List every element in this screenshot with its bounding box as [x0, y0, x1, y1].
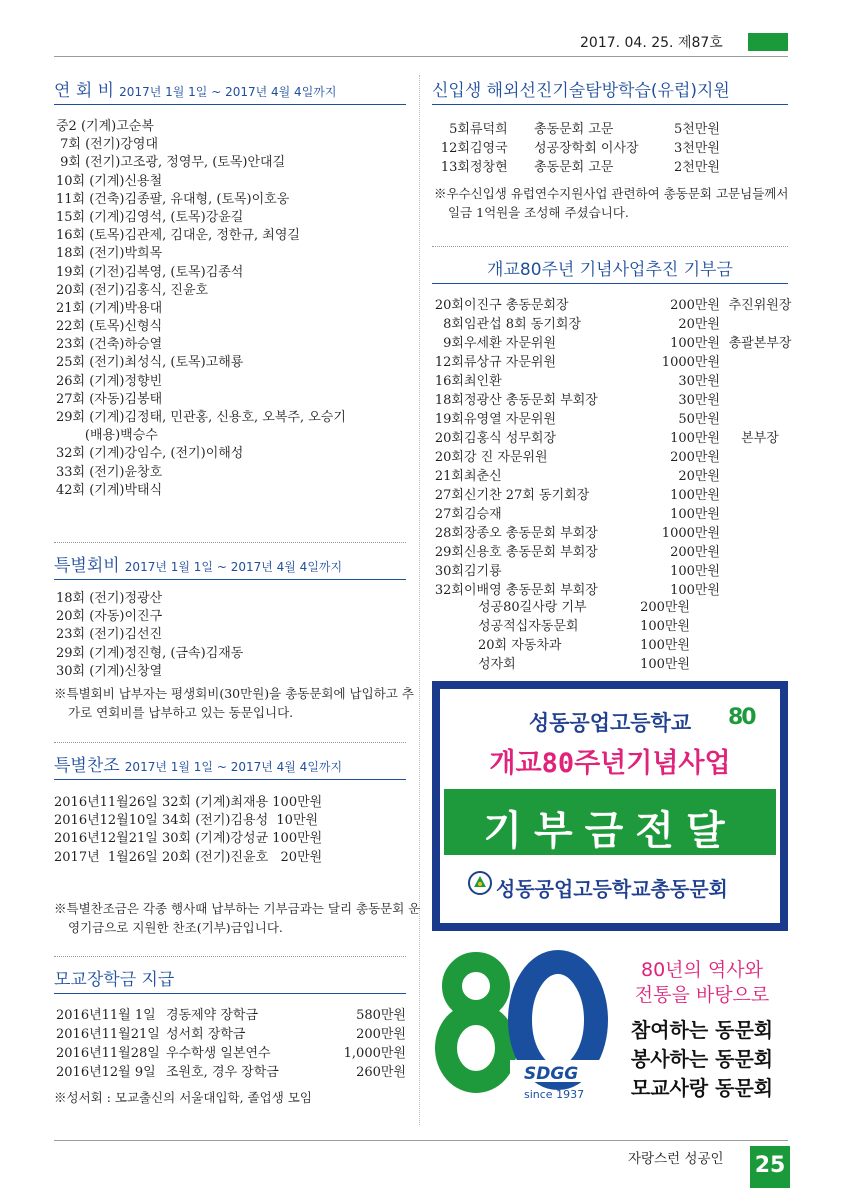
- banner-green-strip: [444, 789, 776, 855]
- table-row: [434, 389, 800, 408]
- special-fee-period: 2017년 1월 1일 ~ 2017년 4월 4일까지: [124, 560, 343, 574]
- banner-school-name: 성동공업고등학교: [528, 711, 692, 735]
- cell-name: 20회 자동차과: [478, 638, 562, 653]
- table-row: [478, 634, 690, 653]
- table-row: [434, 484, 800, 503]
- cell-name: 김영국: [470, 141, 508, 156]
- cell-name: 성공80길사랑 기부: [478, 600, 587, 615]
- cell-grade: 20회: [434, 450, 464, 465]
- cell-amount: 3천만원: [674, 141, 720, 156]
- column-divider: [419, 75, 420, 1125]
- list-item: 23회 (전기)김선진: [56, 627, 163, 643]
- cell-role: [720, 370, 800, 389]
- table-row: [478, 596, 690, 615]
- cell-amount: 20만원: [678, 469, 720, 484]
- anniversary-table: [434, 294, 800, 598]
- members-fee-period: 2017년 1월 1일 ~ 2017년 4월 4일까지: [119, 85, 337, 99]
- cell-name: 이배영 총동문회 부회장: [464, 583, 598, 598]
- cell-name: 정광산 총동문회 부회장: [464, 393, 598, 408]
- cell-grade: 9회: [443, 336, 464, 351]
- list-item: 33회 (전기)윤창호: [56, 464, 163, 480]
- footer-title: 자랑스런 성공인: [628, 1151, 724, 1167]
- cell-grade: 20회: [434, 298, 464, 313]
- overseas-title: 신입생 해외선진기술탐방학습(유럽)지원: [432, 81, 730, 101]
- cell-amount: 200만원: [356, 1027, 406, 1042]
- cell-name: 우세환 자문위원: [464, 336, 557, 351]
- list-item: 42회 (기계)박태식: [56, 482, 163, 498]
- list-item: 19회 (기전)김복영, (토목)김종석: [56, 264, 244, 280]
- cell-amount: 100만원: [670, 507, 720, 522]
- cell-amount: 260만원: [356, 1065, 406, 1080]
- cell-amount: 200만원: [670, 450, 720, 465]
- cell-role: [720, 446, 800, 465]
- anniversary-badge-number: 80: [728, 705, 755, 730]
- cell-name: 임관섭 8회 동기회장: [464, 317, 581, 332]
- cell-amount: 50만원: [678, 412, 720, 427]
- banner-alumni-name: 성동공업고등학교총동문회: [496, 877, 728, 901]
- anniversary-heading: [432, 246, 788, 284]
- cell-role: [720, 579, 800, 598]
- cell-role: [720, 408, 800, 427]
- cell-grade: 16회: [434, 374, 464, 389]
- motto-1: 참여하는 동문회: [630, 1018, 774, 1042]
- list-item: 2016년12월10일 34회 (전기)김용성 10만원: [54, 813, 319, 829]
- cell-name: 성공적십자동문회: [478, 619, 579, 634]
- list-item: 2016년12월21일 30회 (기계)강성균 100만원: [54, 831, 323, 847]
- overseas-note: ※우수신입생 유럽연수지원사업 관련하여 총동문회 고문님들께서 일금 1억원을 조성해 주셨습니다.: [434, 186, 789, 220]
- school-emblem-icon: [468, 871, 492, 895]
- members-fee-title: 연 회 비: [54, 81, 115, 101]
- table-row: [434, 370, 800, 389]
- cell-amount: 580만원: [356, 1008, 406, 1023]
- cell-date: 2016년11월21일: [56, 1027, 160, 1042]
- cell-grade: 12회: [434, 355, 464, 370]
- header-accent-bar: [748, 33, 788, 51]
- cell-name: 김홍식 성무회장: [464, 431, 557, 446]
- cell-role: [720, 389, 800, 408]
- special-fee-note: ※특별회비 납부자는 평생회비(30만원)을 총동문회에 납입하고 추가로 연회비를 납부하고 있는 동문입니다.: [54, 686, 414, 720]
- cell-amount: 100만원: [640, 619, 690, 634]
- cell-name: 장종오 총동문회 부회장: [464, 526, 598, 541]
- cell-amount: 100만원: [670, 336, 720, 351]
- list-item: 23회 (건축)하승열: [56, 337, 163, 353]
- cell-title: 총동문회 고문: [534, 160, 614, 175]
- cell-amount: 100만원: [670, 488, 720, 503]
- cell-amount: 1000만원: [661, 355, 720, 370]
- cell-amount: 30만원: [678, 374, 720, 389]
- table-row: [434, 332, 800, 351]
- list-item: 32회 (기계)강임수, (전기)이해성: [56, 446, 244, 462]
- table-row: [434, 541, 800, 560]
- special-fee-list: [56, 590, 406, 681]
- slogan-line-1: 80년의 역사와: [641, 959, 763, 981]
- list-item: 25회 (전기)최성식, (토목)고해룡: [56, 355, 244, 371]
- list-item: 29회 (기계)김정태, 민관홍, 신용호, 오복주, 오승기: [56, 410, 346, 425]
- cell-title: 성공장학회 이사장: [534, 141, 639, 156]
- cell-role: [720, 503, 800, 522]
- motto-2: 봉사하는 동문회: [630, 1047, 774, 1071]
- cell-amount: 2천만원: [674, 160, 720, 175]
- cell-amount: 100만원: [640, 638, 690, 653]
- cell-grade: 13회: [440, 160, 470, 175]
- special-donation-title: 특별찬조: [54, 756, 120, 776]
- cell-role: [720, 560, 800, 579]
- motto-3: 모교사랑 동문회: [630, 1076, 774, 1100]
- footer-divider: [54, 1140, 788, 1141]
- issue-date: 2017. 04. 25. 제87호: [580, 35, 723, 51]
- cell-name: 유영열 자문위원: [464, 412, 557, 427]
- cell-grade: 28회: [434, 526, 464, 541]
- list-item: 20회 (자동)이진구: [56, 609, 163, 625]
- table-row: [478, 653, 690, 672]
- list-item: 7회 (전기)강영대: [56, 137, 159, 153]
- list-item: 20회 (전기)김홍식, 진윤호: [56, 282, 209, 298]
- anniversary-logo: [434, 948, 609, 1108]
- list-item: 26회 (기계)정향빈: [56, 373, 163, 389]
- special-fee-heading: [54, 542, 406, 580]
- cell-name: 신기찬 27회 동기회장: [464, 488, 590, 503]
- cell-grade: 29회: [434, 545, 464, 560]
- banner-donation-text: 기부금전달: [483, 808, 737, 854]
- scholarship-note: ※성서회 : 모교출신의 서울대입학, 졸업생 모임: [54, 1090, 312, 1105]
- list-item: 11회 (건축)김종팔, 유대형, (토목)이호웅: [56, 191, 290, 207]
- anniversary-title: 개교80주년 기념사업추진 기부금: [487, 260, 733, 280]
- table-row: [56, 1042, 406, 1061]
- table-row: [434, 465, 800, 484]
- list-item: 22회 (토목)신형식: [56, 319, 163, 335]
- brand-sdgg: SDGG: [524, 1064, 579, 1084]
- cell-role: [720, 522, 800, 541]
- table-row: [434, 446, 800, 465]
- list-item: 2017년 1월26일 20회 (전기)진윤호 20만원: [54, 849, 323, 865]
- cell-amount: 100만원: [670, 431, 720, 446]
- cell-amount: 200만원: [670, 545, 720, 560]
- cell-grade: 12회: [440, 141, 470, 156]
- table-row: [478, 615, 690, 634]
- table-row: [440, 156, 744, 175]
- table-row: [440, 118, 744, 137]
- cell-amount: 200만원: [670, 298, 720, 313]
- list-item: 27회 (자동)김봉태: [56, 391, 163, 407]
- list-item: 2016년11월26일 32회 (기계)최재용 100만원: [54, 795, 323, 810]
- cell-grade: 19회: [434, 412, 464, 427]
- big-80-icon: [434, 948, 609, 1108]
- scholarship-title: 모교장학금 지급: [54, 970, 175, 990]
- table-row: [56, 1061, 406, 1080]
- header-divider: [54, 56, 788, 57]
- table-row: [434, 503, 800, 522]
- cell-name: 김기룡: [464, 564, 502, 579]
- list-item: 9회 (전기)고조광, 정영무, (토목)안대길: [56, 155, 286, 171]
- cell-amount: 100만원: [670, 583, 720, 598]
- cell-date: 2016년11월28일: [56, 1046, 160, 1061]
- list-item: 18회 (전기)정광산: [56, 591, 163, 606]
- cell-grade: 21회: [434, 469, 464, 484]
- cell-name: 최춘신: [464, 469, 502, 484]
- list-item: 29회 (기계)정진형, (금속)김재동: [56, 645, 244, 661]
- cell-amount: 30만원: [678, 393, 720, 408]
- cell-role: [720, 484, 800, 503]
- table-row: [434, 313, 800, 332]
- cell-role: 총괄본부장: [728, 336, 792, 351]
- cell-grade: 32회: [434, 583, 464, 598]
- members-fee-list: [56, 118, 406, 500]
- cell-name: 이진구 총동문회장: [464, 298, 569, 313]
- special-donation-note: ※특별찬조금은 각종 행사때 납부하는 기부금과는 달리 총동문회 운영기금으로 지원한 찬조(기부)금입니다.: [54, 901, 421, 935]
- cell-grade: 8회: [443, 317, 464, 332]
- list-item: (배용)백승수: [56, 428, 158, 444]
- cell-date: 2016년11월 1일: [56, 1008, 156, 1023]
- table-row: [434, 560, 800, 579]
- cell-role: 추진위원장: [728, 298, 792, 313]
- table-row: [434, 408, 800, 427]
- cell-name: 경동제약 장학금: [166, 1008, 259, 1023]
- cell-grade: 5회: [449, 122, 470, 137]
- overseas-heading: [432, 76, 788, 105]
- donation-banner: [432, 681, 788, 931]
- since-year: since 1937: [524, 1088, 585, 1101]
- cell-grade: 18회: [434, 393, 464, 408]
- anniversary-badge: [728, 705, 764, 735]
- cell-name: 성서회 장학금: [166, 1027, 246, 1042]
- banner-project-title: 개교80주년기념사업: [489, 748, 731, 779]
- special-donation-period: 2017년 1월 1일 ~ 2017년 4월 4일까지: [124, 760, 343, 774]
- anniv-slogan: [616, 958, 788, 1008]
- list-item: 21회 (기계)박용대: [56, 300, 163, 316]
- cell-name: 최인환: [464, 374, 502, 389]
- cell-grade: 30회: [434, 564, 464, 579]
- overseas-table: [440, 118, 744, 175]
- special-donation-heading: [54, 742, 406, 780]
- cell-date: 2016년12월 9일: [56, 1065, 156, 1080]
- anniv-mottos: [616, 1016, 788, 1103]
- list-item: 18회 (전기)박희목: [56, 246, 163, 262]
- cell-amount: 200만원: [640, 600, 690, 615]
- list-item: 10회 (기계)신용철: [56, 173, 163, 189]
- cell-amount: 1000만원: [661, 526, 720, 541]
- list-item: 30회 (기계)신창열: [56, 663, 163, 679]
- cell-grade: 27회: [434, 507, 464, 522]
- cell-amount: 100만원: [670, 564, 720, 579]
- cell-role: [720, 541, 800, 560]
- table-row: [56, 1004, 406, 1023]
- cell-amount: 20만원: [678, 317, 720, 332]
- cell-role: [720, 313, 800, 332]
- cell-name: 강 진 자문위원: [464, 450, 548, 465]
- cell-name: 류상규 자문위원: [464, 355, 557, 370]
- table-row: [434, 522, 800, 541]
- scholarship-table: [56, 1004, 406, 1080]
- cell-title: 총동문회 고문: [534, 122, 614, 137]
- table-row: [440, 137, 744, 156]
- list-item: 15회 (기계)김영석, (토목)강윤길: [56, 209, 244, 225]
- cell-amount: 100만원: [640, 657, 690, 672]
- cell-name: 우수학생 일본연수: [166, 1046, 271, 1061]
- list-item: 16회 (토목)김관제, 김대운, 정한규, 최영길: [56, 228, 300, 244]
- cell-name: 성자회: [478, 657, 516, 672]
- special-fee-title: 특별회비: [54, 556, 120, 576]
- cell-amount: 5천만원: [674, 122, 720, 137]
- cell-role: 본부장: [741, 431, 779, 446]
- table-row: [434, 294, 800, 313]
- table-row: [434, 427, 800, 446]
- cell-name: 신용호 총동문회 부회장: [464, 545, 598, 560]
- table-row: [434, 351, 800, 370]
- table-row: [56, 1023, 406, 1042]
- cell-name: 류덕희: [470, 122, 508, 137]
- slogan-line-2: 전통을 바탕으로: [634, 984, 770, 1006]
- anniversary-groups-table: [478, 596, 690, 672]
- cell-role: [720, 465, 800, 484]
- members-fee-heading: [54, 76, 406, 105]
- scholarship-heading: [54, 956, 406, 994]
- special-donation-list: [54, 794, 406, 867]
- cell-role: [720, 351, 800, 370]
- page-number: 25: [750, 1146, 790, 1188]
- cell-name: 정창현: [470, 160, 508, 175]
- cell-grade: 27회: [434, 488, 464, 503]
- cell-name: 조원호, 경우 장학금: [166, 1065, 279, 1080]
- cell-amount: 1,000만원: [343, 1046, 406, 1061]
- list-item: 중2 (기계)고순복: [56, 119, 154, 134]
- cell-name: 김승재: [464, 507, 502, 522]
- cell-grade: 20회: [434, 431, 464, 446]
